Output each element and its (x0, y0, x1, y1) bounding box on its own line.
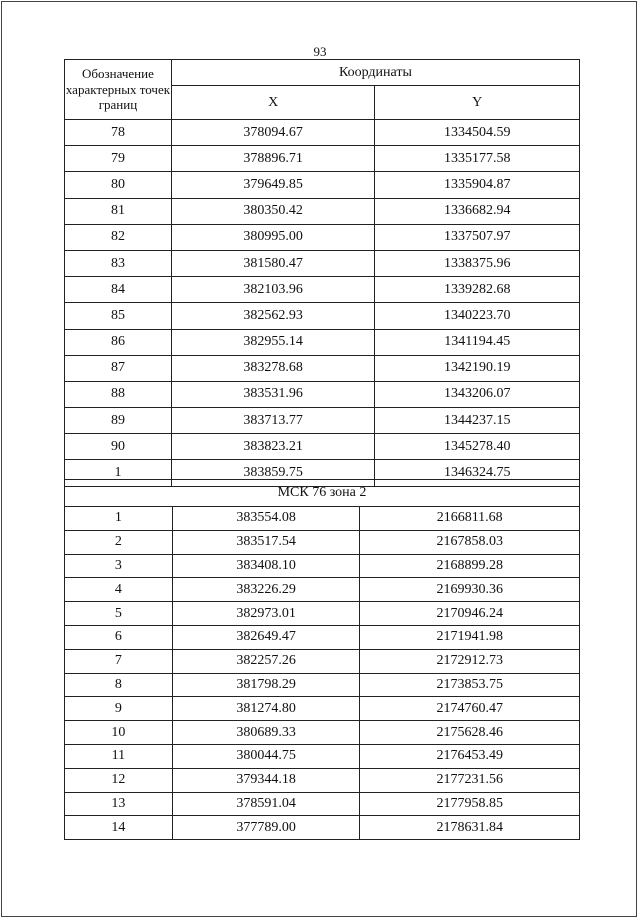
x-cell: 379344.18 (172, 768, 360, 792)
point-cell: 85 (65, 303, 172, 329)
table-row (65, 329, 580, 355)
point-cell: 88 (65, 381, 172, 407)
point-cell: 13 (65, 792, 173, 816)
x-cell: 383517.54 (172, 530, 360, 554)
y-cell: 1343206.07 (375, 381, 580, 407)
point-cell: 14 (65, 816, 173, 840)
table-row (65, 408, 580, 434)
y-cell: 2168899.28 (360, 554, 580, 578)
y-cell: 2178631.84 (360, 816, 580, 840)
point-cell: 6 (65, 625, 173, 649)
table-row (65, 277, 580, 303)
table-row (65, 507, 580, 531)
x-cell: 383278.68 (171, 355, 375, 381)
x-cell: 381798.29 (172, 673, 360, 697)
x-cell: 378896.71 (171, 146, 375, 172)
x-cell: 380044.75 (172, 744, 360, 768)
coordinates-header: Координаты (171, 60, 579, 86)
x-cell: 383408.10 (172, 554, 360, 578)
x-cell: 380689.33 (172, 721, 360, 745)
x-cell: 382955.14 (171, 329, 375, 355)
y-cell: 2173853.75 (360, 673, 580, 697)
y-cell: 2167858.03 (360, 530, 580, 554)
x-cell: 381274.80 (172, 697, 360, 721)
point-cell: 9 (65, 697, 173, 721)
y-cell: 1339282.68 (375, 277, 580, 303)
y-cell: 1340223.70 (375, 303, 580, 329)
table-row (65, 792, 580, 816)
x-cell: 383823.21 (171, 434, 375, 460)
point-cell: 12 (65, 768, 173, 792)
zone-title-row (65, 480, 580, 507)
y-cell: 2172912.73 (360, 649, 580, 673)
y-cell: 2177958.85 (360, 792, 580, 816)
x-cell: 383859.75 (171, 460, 375, 486)
y-cell: 1345278.40 (375, 434, 580, 460)
table-row (65, 120, 580, 146)
y-cell: 2169930.36 (360, 578, 580, 602)
table-row (65, 697, 580, 721)
x-cell: 382649.47 (172, 625, 360, 649)
y-cell: 2175628.46 (360, 721, 580, 745)
point-cell: 90 (65, 434, 172, 460)
table-row (65, 744, 580, 768)
y-cell: 1336682.94 (375, 198, 580, 224)
coordinates-table (64, 59, 580, 487)
table-header-row (65, 60, 580, 86)
point-cell: 81 (65, 198, 172, 224)
designation-header: Обозначение характерных точек границ (65, 60, 172, 120)
table-row (65, 434, 580, 460)
y-cell: 2174760.47 (360, 697, 580, 721)
y-cell: 2171941.98 (360, 625, 580, 649)
point-cell: 82 (65, 224, 172, 250)
point-cell: 5 (65, 602, 173, 626)
table-row (65, 355, 580, 381)
table-row (65, 721, 580, 745)
table-row (65, 172, 580, 198)
table-row (65, 381, 580, 407)
table-row (65, 198, 580, 224)
x-cell: 378094.67 (171, 120, 375, 146)
y-cell: 1338375.96 (375, 250, 580, 276)
x-cell: 383554.08 (172, 507, 360, 531)
table-row (65, 146, 580, 172)
point-cell: 11 (65, 744, 173, 768)
point-cell: 80 (65, 172, 172, 198)
x-cell: 382257.26 (172, 649, 360, 673)
y-cell: 1335177.58 (375, 146, 580, 172)
y-cell: 1341194.45 (375, 329, 580, 355)
table-row (65, 530, 580, 554)
table-row (65, 250, 580, 276)
x-cell: 383713.77 (171, 408, 375, 434)
x-cell: 382103.96 (171, 277, 375, 303)
point-cell: 10 (65, 721, 173, 745)
point-cell: 1 (65, 507, 173, 531)
y-cell: 1346324.75 (375, 460, 580, 486)
table-row (65, 554, 580, 578)
table-row (65, 578, 580, 602)
table-row (65, 768, 580, 792)
y-cell: 1335904.87 (375, 172, 580, 198)
table-row (65, 673, 580, 697)
x-cell: 382973.01 (172, 602, 360, 626)
table-row (65, 625, 580, 649)
point-cell: 89 (65, 408, 172, 434)
zone-coordinates-table (64, 479, 580, 840)
x-cell: 377789.00 (172, 816, 360, 840)
x-header: X (171, 86, 375, 120)
point-cell: 7 (65, 649, 173, 673)
table-row (65, 649, 580, 673)
y-cell: 1344237.15 (375, 408, 580, 434)
y-cell: 2166811.68 (360, 507, 580, 531)
y-header: Y (375, 86, 580, 120)
point-cell: 86 (65, 329, 172, 355)
point-cell: 2 (65, 530, 173, 554)
x-cell: 382562.93 (171, 303, 375, 329)
point-cell: 78 (65, 120, 172, 146)
y-cell: 1337507.97 (375, 224, 580, 250)
zone-title: МСК 76 зона 2 (65, 480, 580, 507)
y-cell: 2177231.56 (360, 768, 580, 792)
x-cell: 383531.96 (171, 381, 375, 407)
point-cell: 8 (65, 673, 173, 697)
point-cell: 1 (65, 460, 172, 486)
point-cell: 84 (65, 277, 172, 303)
x-cell: 380350.42 (171, 198, 375, 224)
table-row (65, 224, 580, 250)
page-number: 93 (313, 44, 327, 59)
x-cell: 381580.47 (171, 250, 375, 276)
point-cell: 3 (65, 554, 173, 578)
point-cell: 79 (65, 146, 172, 172)
table-row (65, 602, 580, 626)
point-cell: 83 (65, 250, 172, 276)
x-cell: 379649.85 (171, 172, 375, 198)
x-cell: 378591.04 (172, 792, 360, 816)
table-row (65, 816, 580, 840)
x-cell: 383226.29 (172, 578, 360, 602)
table-row (65, 303, 580, 329)
y-cell: 2176453.49 (360, 744, 580, 768)
x-cell: 380995.00 (171, 224, 375, 250)
y-cell: 1342190.19 (375, 355, 580, 381)
y-cell: 2170946.24 (360, 602, 580, 626)
y-cell: 1334504.59 (375, 120, 580, 146)
point-cell: 4 (65, 578, 173, 602)
point-cell: 87 (65, 355, 172, 381)
